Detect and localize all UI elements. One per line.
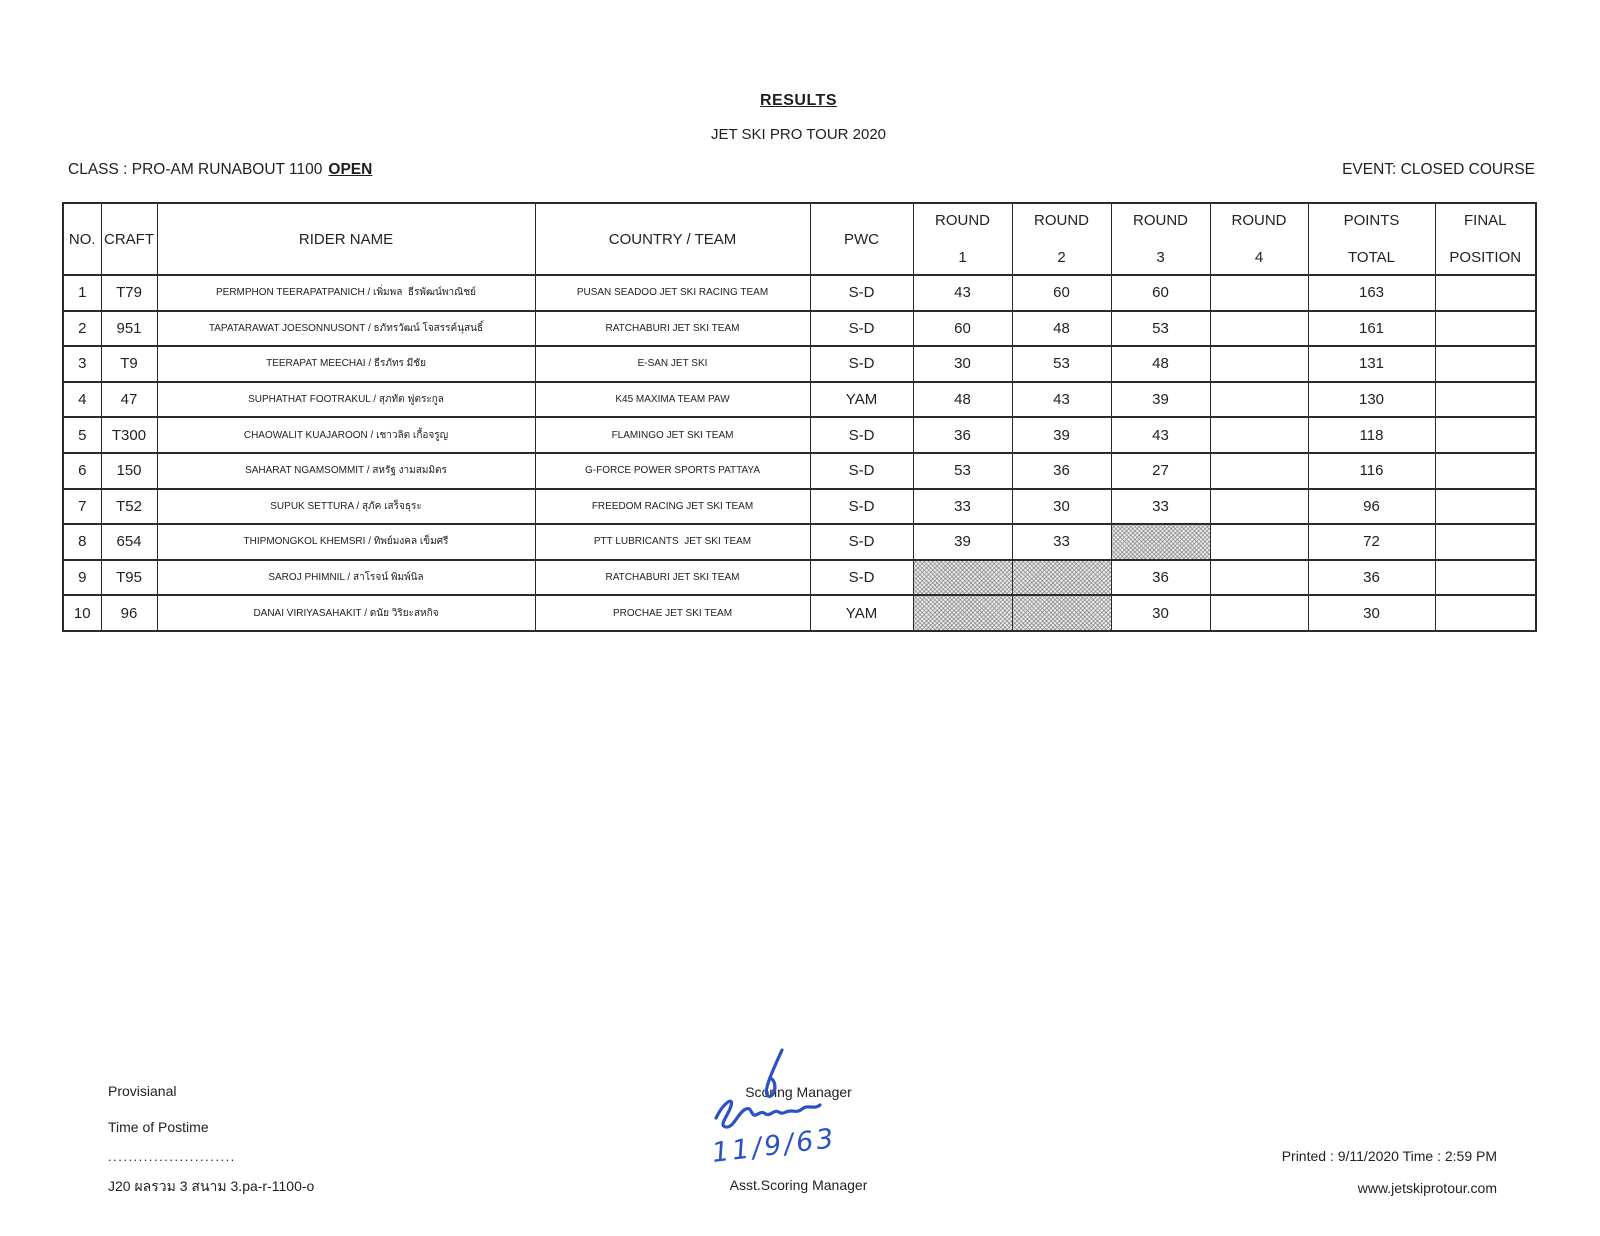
cell-r2: 30 [1012, 489, 1111, 525]
printed-timestamp: Printed : 9/11/2020 Time : 2:59 PM [1281, 1148, 1497, 1164]
cell-rider: CHAOWALIT KUAJAROON / เชาวลิต เกื้อจรูญ [157, 417, 535, 453]
cell-final [1435, 453, 1536, 489]
cell-r1 [913, 560, 1012, 596]
cell-r1: 30 [913, 346, 1012, 382]
signature-flourish [766, 1050, 782, 1096]
cell-rider: TAPATARAWAT JOESONNUSONT / ธภัทรวัฒน์ โจสรรค์นุสนธิ์ [157, 311, 535, 347]
col-header-no [63, 203, 101, 275]
cell-no: 10 [63, 595, 101, 631]
cell-r4 [1210, 275, 1308, 311]
cell-pwc: S-D [810, 311, 913, 347]
col-header-line1: RIDER NAME [298, 230, 394, 248]
cell-total: 72 [1308, 524, 1435, 560]
cell-craft: 47 [101, 382, 157, 418]
cell-final [1435, 382, 1536, 418]
cell-no: 5 [63, 417, 101, 453]
col-header-r2 [1012, 203, 1111, 275]
cell-no: 1 [63, 275, 101, 311]
cell-r1: 60 [913, 311, 1012, 347]
col-header-line1: POINTS [1343, 212, 1400, 229]
table-row [63, 560, 1536, 596]
cell-rider: THIPMONGKOL KHEMSRI / ทิพย์มงคล เข็มศรี [157, 524, 535, 560]
page-title: RESULTS [760, 92, 837, 109]
cell-r4 [1210, 489, 1308, 525]
cell-r4 [1210, 382, 1308, 418]
table-body [63, 275, 1536, 631]
col-header-line2: TOTAL [1348, 249, 1395, 266]
cell-craft: 654 [101, 524, 157, 560]
cell-final [1435, 524, 1536, 560]
cell-total: 118 [1308, 417, 1435, 453]
file-reference: J20 ผลรวม 3 สนาม 3.pa-r-1100-o [108, 1178, 315, 1194]
col-header-r1 [913, 203, 1012, 275]
cell-total: 161 [1308, 311, 1435, 347]
cell-team: RATCHABURI JET SKI TEAM [535, 560, 810, 596]
col-header-line1: CRAFT [104, 230, 154, 248]
cell-r3: 60 [1111, 275, 1210, 311]
table-row [63, 489, 1536, 525]
col-header-final [1435, 203, 1536, 275]
cell-r2: 43 [1012, 382, 1111, 418]
col-header-line1: ROUND [1133, 212, 1188, 229]
cell-rider: PERMPHON TEERAPATPANICH / เพิ่มพล ธีรพัฒน์พาณิชย์ [157, 275, 535, 311]
cell-r2: 53 [1012, 346, 1111, 382]
cell-team: E-SAN JET SKI [535, 346, 810, 382]
cell-pwc: S-D [810, 524, 913, 560]
cell-pwc: S-D [810, 489, 913, 525]
cell-no: 2 [63, 311, 101, 347]
col-header-line2: POSITION [1449, 249, 1522, 266]
col-header-line1: PWC [844, 230, 879, 248]
cell-r3: 27 [1111, 453, 1210, 489]
page-subtitle: JET SKI PRO TOUR 2020 [710, 126, 887, 143]
col-header-rider [157, 203, 535, 275]
cell-team: PTT LUBRICANTS JET SKI TEAM [535, 524, 810, 560]
cell-final [1435, 311, 1536, 347]
cell-total: 116 [1308, 453, 1435, 489]
table-header-row [63, 203, 1536, 275]
cell-no: 9 [63, 560, 101, 596]
cell-r4 [1210, 346, 1308, 382]
cell-r4 [1210, 417, 1308, 453]
cell-r3: 39 [1111, 382, 1210, 418]
cell-pwc: S-D [810, 560, 913, 596]
cell-r2: 33 [1012, 524, 1111, 560]
cell-pwc: YAM [810, 382, 913, 418]
cell-team: FLAMINGO JET SKI TEAM [535, 417, 810, 453]
cell-final [1435, 595, 1536, 631]
col-header-r3 [1111, 203, 1210, 275]
cell-craft: T79 [101, 275, 157, 311]
cell-r3: 33 [1111, 489, 1210, 525]
col-header-team [535, 203, 810, 275]
results-table [62, 202, 1537, 632]
cell-rider: SAHARAT NGAMSOMMIT / สหรัฐ งามสมมิตร [157, 453, 535, 489]
cell-r3: 30 [1111, 595, 1210, 631]
col-header-line1: FINAL [1463, 212, 1507, 229]
cell-no: 3 [63, 346, 101, 382]
cell-no: 4 [63, 382, 101, 418]
cell-final [1435, 417, 1536, 453]
cell-pwc: S-D [810, 275, 913, 311]
col-header-pwc [810, 203, 913, 275]
cell-rider: SUPHATHAT FOOTRAKUL / สุภทัต ฟูตระกูล [157, 382, 535, 418]
cell-r3: 43 [1111, 417, 1210, 453]
provisional-label: Provisianal [108, 1083, 177, 1099]
cell-r1: 48 [913, 382, 1012, 418]
cell-r3: 36 [1111, 560, 1210, 596]
cell-r2: 36 [1012, 453, 1111, 489]
cell-r4 [1210, 311, 1308, 347]
cell-r2: 39 [1012, 417, 1111, 453]
class-open-label: OPEN [328, 161, 373, 178]
asst-scoring-manager-label: Asst.Scoring Manager [729, 1177, 868, 1193]
cell-r4 [1210, 453, 1308, 489]
cell-craft: T300 [101, 417, 157, 453]
col-header-line1: ROUND [935, 212, 990, 229]
cell-craft: 951 [101, 311, 157, 347]
cell-no: 7 [63, 489, 101, 525]
cell-final [1435, 275, 1536, 311]
col-header-line1: ROUND [1034, 212, 1089, 229]
cell-craft: T95 [101, 560, 157, 596]
cell-rider: TEERAPAT MEECHAI / ธีรภัทร มีชัย [157, 346, 535, 382]
signature-date-ink: 11/9/63 [710, 1122, 839, 1169]
cell-rider: SUPUK SETTURA / สุภัค เสร็จธุระ [157, 489, 535, 525]
cell-r1: 33 [913, 489, 1012, 525]
dotted-signature-line: ......................... [108, 1149, 236, 1164]
col-header-r4 [1210, 203, 1308, 275]
cell-r3: 48 [1111, 346, 1210, 382]
cell-team: G-FORCE POWER SPORTS PATTAYA [535, 453, 810, 489]
cell-pwc: S-D [810, 417, 913, 453]
time-of-postime-label: Time of Postime [108, 1119, 209, 1135]
cell-craft: 150 [101, 453, 157, 489]
table-row [63, 275, 1536, 311]
cell-r3: 53 [1111, 311, 1210, 347]
cell-final [1435, 489, 1536, 525]
cell-pwc: YAM [810, 595, 913, 631]
table-row [63, 346, 1536, 382]
cell-total: 36 [1308, 560, 1435, 596]
cell-final [1435, 346, 1536, 382]
cell-r1 [913, 595, 1012, 631]
cell-r2 [1012, 560, 1111, 596]
cell-team: PUSAN SEADOO JET SKI RACING TEAM [535, 275, 810, 311]
cell-r4 [1210, 560, 1308, 596]
cell-team: RATCHABURI JET SKI TEAM [535, 311, 810, 347]
cell-final [1435, 560, 1536, 596]
cell-team: FREEDOM RACING JET SKI TEAM [535, 489, 810, 525]
event-label: EVENT: CLOSED COURSE [1342, 161, 1535, 178]
cell-craft: T9 [101, 346, 157, 382]
cell-r3 [1111, 524, 1210, 560]
col-header-line2: 4 [1254, 249, 1264, 266]
cell-no: 8 [63, 524, 101, 560]
cell-r2: 48 [1012, 311, 1111, 347]
cell-r2: 60 [1012, 275, 1111, 311]
table-row [63, 524, 1536, 560]
col-header-line1: ROUND [1231, 212, 1287, 229]
cell-r1: 39 [913, 524, 1012, 560]
cell-r2 [1012, 595, 1111, 631]
cell-r1: 43 [913, 275, 1012, 311]
cell-r4 [1210, 595, 1308, 631]
cell-total: 30 [1308, 595, 1435, 631]
website-url: www.jetskiprotour.com [1357, 1180, 1497, 1196]
scoring-manager-label: Scoring Manager [745, 1084, 852, 1100]
col-header-line2: 2 [1057, 249, 1066, 266]
class-label: CLASS : PRO-AM RUNABOUT 1100 [68, 161, 323, 178]
cell-total: 130 [1308, 382, 1435, 418]
cell-r1: 36 [913, 417, 1012, 453]
cell-total: 96 [1308, 489, 1435, 525]
cell-total: 163 [1308, 275, 1435, 311]
col-header-line2: 1 [958, 249, 967, 266]
cell-rider: SAROJ PHIMNIL / สาโรจน์ พิมพ์นิล [157, 560, 535, 596]
col-header-craft [101, 203, 157, 275]
cell-no: 6 [63, 453, 101, 489]
table-row [63, 382, 1536, 418]
table-row [63, 417, 1536, 453]
cell-r1: 53 [913, 453, 1012, 489]
cell-pwc: S-D [810, 453, 913, 489]
class-line [68, 161, 372, 179]
class-event-row [68, 161, 1535, 179]
col-header-line1: COUNTRY / TEAM [608, 230, 737, 248]
col-header-line2: 3 [1156, 249, 1165, 266]
table-row [63, 453, 1536, 489]
table-row [63, 311, 1536, 347]
cell-craft: T52 [101, 489, 157, 525]
cell-total: 131 [1308, 346, 1435, 382]
cell-r4 [1210, 524, 1308, 560]
cell-rider: DANAI VIRIYASAHAKIT / ดนัย วิริยะสหกิจ [157, 595, 535, 631]
signature-scribble [716, 1101, 820, 1127]
col-header-line1: NO. [68, 230, 96, 248]
cell-team: K45 MAXIMA TEAM PAW [535, 382, 810, 418]
table-row [63, 595, 1536, 631]
cell-pwc: S-D [810, 346, 913, 382]
col-header-total [1308, 203, 1435, 275]
cell-team: PROCHAE JET SKI TEAM [535, 595, 810, 631]
cell-craft: 96 [101, 595, 157, 631]
